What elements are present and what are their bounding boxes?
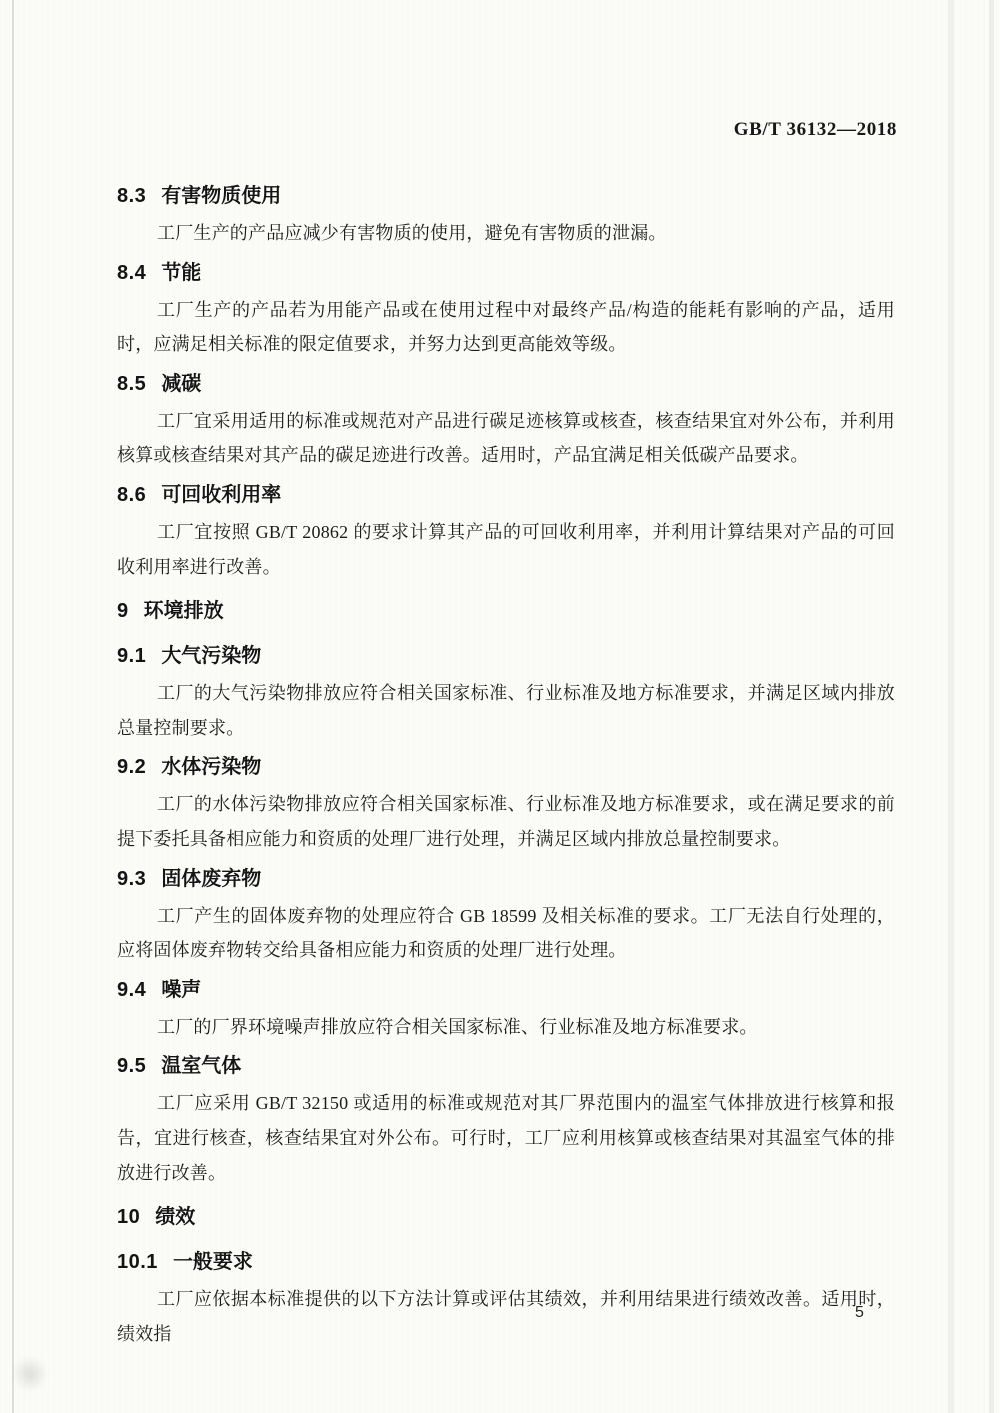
chapter-heading: [117, 1204, 895, 1230]
paragraph: 工厂的厂界环境噪声排放应符合相关国家标准、行业标准及地方标准要求。: [157, 1016, 758, 1037]
paragraph: 工厂应依据本标准提供的以下方法计算或评估其绩效，并利用结果进行绩效改善。适用时，绩效指: [117, 1289, 895, 1344]
heading-number: 8.4: [117, 261, 147, 284]
standard-code-header: GB/T 36132—2018: [733, 119, 897, 140]
heading-title: 水体污染物: [161, 756, 262, 779]
paragraph: 工厂生产的产品应减少有害物质的使用，避免有害物质的泄漏。: [157, 223, 667, 243]
heading-title: 大气污染物: [161, 645, 262, 668]
section-heading: [117, 483, 895, 507]
scan-smudge: [4, 1348, 56, 1400]
heading-title: 减碳: [161, 372, 202, 395]
heading-number: 8.5: [117, 372, 147, 395]
heading-title: 噪声: [161, 978, 202, 1001]
section-heading: [117, 644, 895, 668]
heading-number: 9.2: [117, 756, 147, 779]
paragraph: 工厂产生的固体废弃物的处理应符合 GB 18599 及相关标准的要求。工厂无法自行处理的，应将固体废弃物转交给具备相应能力和资质的处理厂进行处理。: [117, 905, 895, 961]
heading-number: 9.1: [117, 645, 147, 668]
section-heading: [117, 1054, 895, 1078]
heading-title: 节能: [161, 261, 202, 284]
heading-number: 9.5: [117, 1055, 147, 1078]
heading-title: 有害物质使用: [161, 185, 282, 207]
heading-title: 环境排放: [143, 600, 224, 623]
heading-title: 温室气体: [161, 1055, 242, 1078]
heading-number: 9: [117, 600, 129, 623]
chapter-heading: [117, 598, 895, 624]
section-heading: [117, 867, 895, 891]
heading-title: 一般要求: [172, 1251, 253, 1274]
paragraph: 工厂的水体污染物排放应符合相关国家标准、行业标准及地方标准要求，或在满足要求的前提下委托具备相应能力和资质的处理厂进行处理，并满足区域内排放总量控制要求。: [117, 794, 895, 849]
heading-number: 8.6: [117, 483, 147, 506]
section-heading: [117, 261, 895, 285]
paragraph: 工厂应采用 GB/T 32150 或适用的标准或规范对其厂界范围内的温室气体排放进行核算和报告，宜进行核查，核查结果宜对外公布。可行时，工厂应利用核算或核查结果对其温室气体的排放进行改善。: [117, 1093, 895, 1183]
heading-number: 9.4: [117, 978, 147, 1001]
section-heading: [117, 755, 895, 779]
document-body: [117, 170, 895, 1351]
heading-title: 可回收利用率: [161, 483, 282, 506]
heading-number: 10.1: [117, 1251, 158, 1274]
heading-number: 10: [117, 1206, 141, 1229]
paragraph: 工厂生产的产品若为用能产品或在使用过程中对最终产品/构造的能耗有影响的产品，适用时，应满足相关标准的限定值要求，并努力达到更高能效等级。: [117, 299, 895, 355]
paragraph: 工厂宜按照 GB/T 20862 的要求计算其产品的可回收利用率，并利用计算结果对产品的可回收利用率进行改善。: [117, 521, 895, 577]
page-number: 5: [855, 1304, 864, 1321]
section-heading: [117, 978, 895, 1002]
section-heading: [117, 184, 895, 208]
scan-artifact-band: [989, 0, 994, 1413]
paragraph: 工厂宜采用适用的标准或规范对产品进行碳足迹核算或核查，核查结果宜对外公布，并利用核算或核查结果对其产品的碳足迹进行改善。适用时，产品宜满足相关低碳产品要求。: [117, 410, 895, 466]
heading-title: 绩效: [155, 1206, 196, 1229]
heading-title: 固体废弃物: [161, 867, 262, 890]
scan-edge-line: [12, 0, 14, 1413]
section-heading: [117, 1250, 895, 1274]
heading-number: 9.3: [117, 867, 147, 890]
section-heading: [117, 372, 895, 396]
scan-artifact-band: [948, 0, 954, 1413]
heading-number: 8.3: [117, 185, 147, 207]
paragraph: 工厂的大气污染物排放应符合相关国家标准、行业标准及地方标准要求，并满足区域内排放总量控制要求。: [117, 683, 895, 738]
